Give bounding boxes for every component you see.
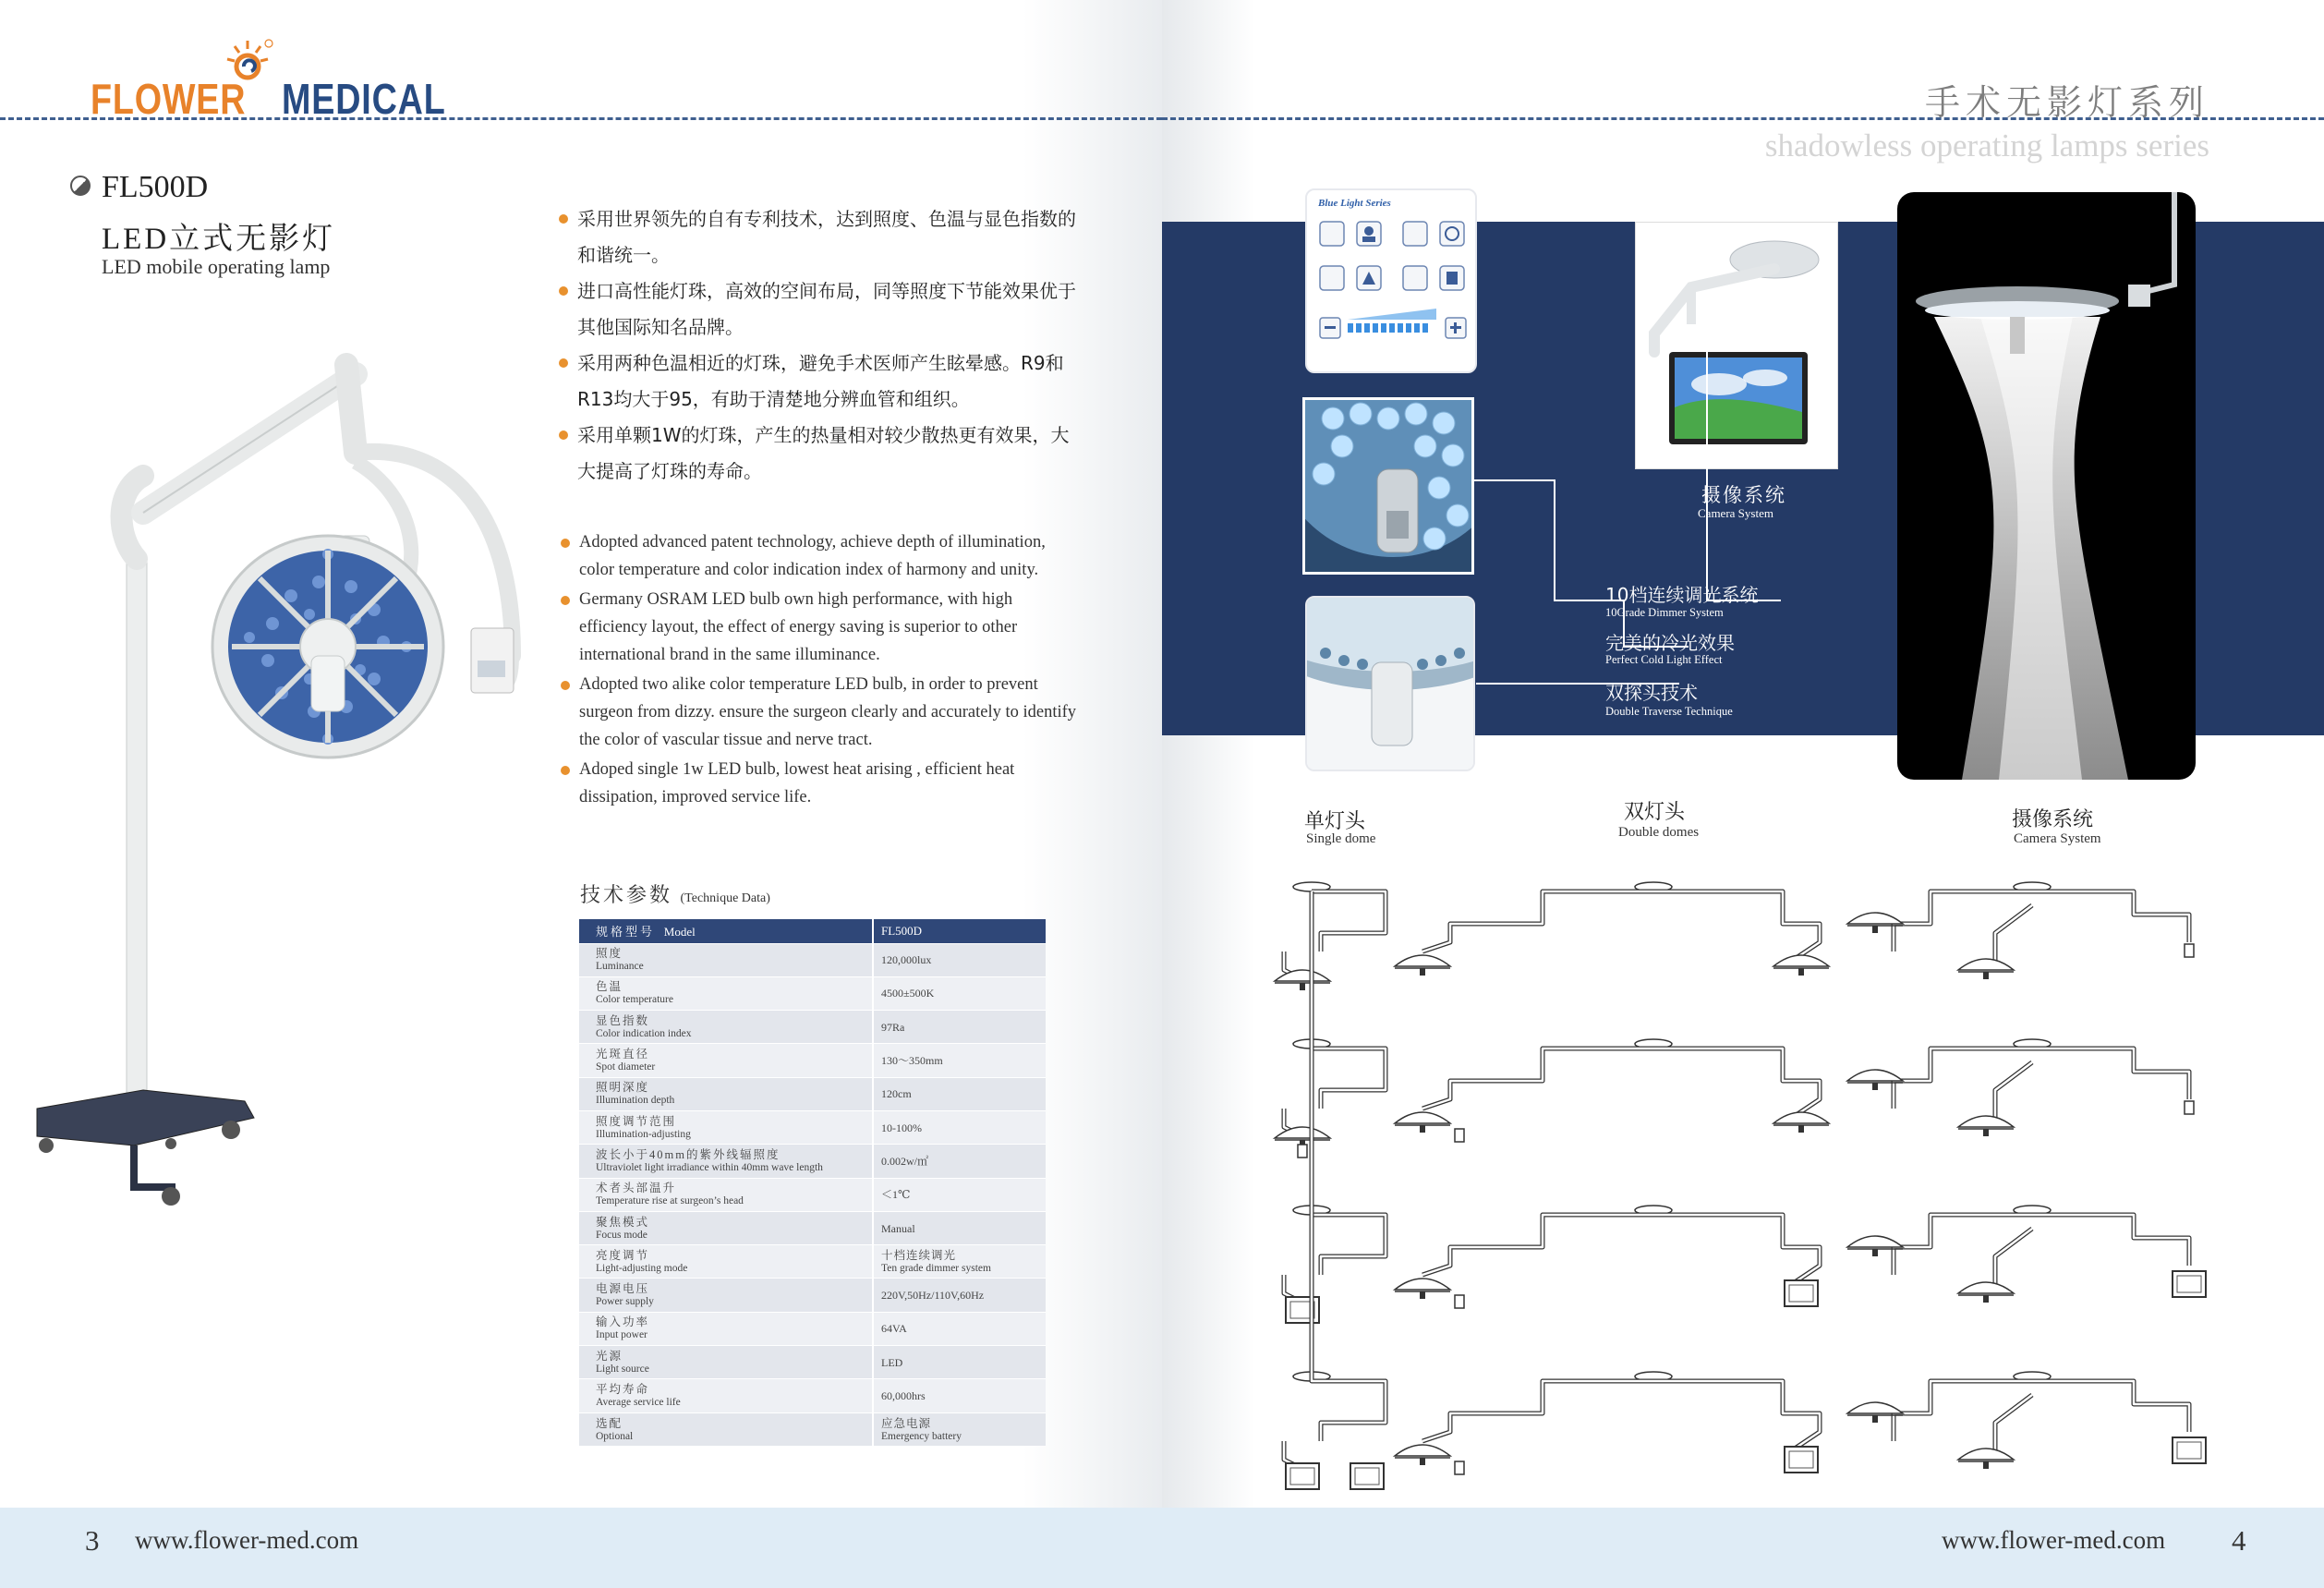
spec-param-en: Illumination depth <box>596 1095 675 1107</box>
spec-value-cell <box>873 1011 1046 1044</box>
spec-param-en: Temperature rise at surgeon’s head <box>596 1195 744 1207</box>
spec-heading <box>580 879 770 908</box>
spec-header-param-en: Model <box>663 925 696 939</box>
lamp-dome <box>1958 1116 2014 1127</box>
lamp-handle <box>1983 1129 1989 1136</box>
spec-param-cn: 照度调节范围 <box>596 1114 677 1128</box>
spec-row <box>579 1145 1046 1178</box>
features-en-list <box>561 528 1083 813</box>
arm-line <box>1312 891 1386 952</box>
spec-value-cell <box>873 1178 1046 1211</box>
spec-heading-cn: 技术参数 <box>580 883 673 906</box>
spec-row <box>579 1279 1046 1312</box>
spec-param-cell <box>579 1011 873 1044</box>
spec-value: 60,000hrs <box>881 1389 926 1402</box>
arm-line <box>1653 1049 1820 1118</box>
spec-value-cell <box>873 1110 1046 1144</box>
lamp-dome <box>1847 1070 1903 1081</box>
lamp-handle <box>1420 1458 1425 1465</box>
spec-row <box>579 943 1046 976</box>
spec-table <box>579 919 1046 1446</box>
monitor-screen <box>1789 1285 1813 1302</box>
spec-param-cn: 照度 <box>596 947 623 961</box>
lamp-handle <box>1420 968 1425 976</box>
spec-value-cell <box>873 1279 1046 1312</box>
logo-word-medical: MEDICAL <box>282 75 446 123</box>
spec-header-row <box>579 919 1046 943</box>
arm-line <box>1312 891 1386 1441</box>
arm-line <box>1995 1395 2032 1450</box>
lamp-dome <box>1958 1282 2014 1293</box>
spec-value-cell <box>873 943 1046 976</box>
camera-unit <box>1455 1129 1464 1142</box>
spec-value-cell <box>873 1145 1046 1178</box>
lamp-dome <box>1847 1236 1903 1247</box>
group-double-en: Double domes <box>1618 825 1700 840</box>
spec-param-cell <box>579 1346 873 1379</box>
spec-param-cn: 术者头部温升 <box>596 1182 677 1195</box>
spec-param-cell <box>579 1312 873 1345</box>
monitor-screen <box>1355 1468 1379 1485</box>
configuration-drawings <box>1265 859 2245 1506</box>
brand-logo <box>91 55 482 123</box>
lamp-handle <box>1983 972 1989 979</box>
panel-title: Blue Light Series <box>1318 198 1391 209</box>
feature-cn-item: 采用单颗1W的灯珠，产生的热量相对较少散热更有效果，大大提高了灯珠的寿命。 <box>559 418 1085 490</box>
callout-coldlight-cn: 完美的冷光效果 <box>1605 632 1735 654</box>
spec-row <box>579 1178 1046 1211</box>
spec-value: 64VA <box>881 1322 907 1336</box>
spec-row <box>579 1011 1046 1044</box>
mobile-operating-lamp-image <box>51 351 550 1238</box>
spec-value: 220V,50Hz/110V,60Hz <box>881 1289 985 1303</box>
camera-caption-cn: 摄像系统 <box>1701 484 1786 506</box>
lamp-dome <box>1958 959 2014 970</box>
spec-value: 10-100% <box>881 1121 922 1134</box>
website-url-left: www.flower-med.com <box>135 1526 359 1554</box>
camera-unit <box>1455 1461 1464 1474</box>
spec-value-cell <box>873 1346 1046 1379</box>
spec-param-en: Color temperature <box>596 994 673 1006</box>
monitor-screen <box>2177 1442 2201 1459</box>
group-double-cn: 双灯头 <box>1624 801 1686 824</box>
website-url-right: www.flower-med.com <box>1942 1526 2166 1554</box>
arm-line <box>1653 1381 1820 1450</box>
spec-param-en: Light-adjusting mode <box>596 1262 688 1274</box>
model-bullet-icon <box>70 176 91 196</box>
spec-param-cn: 输入功率 <box>596 1315 650 1329</box>
lamp-dome <box>1773 955 1829 966</box>
spec-row <box>579 1077 1046 1110</box>
group-single-cn: 单灯头 <box>1304 810 1366 833</box>
product-name-cn: LED立式无影灯 <box>102 223 336 256</box>
group-camera-cn: 摄像系统 <box>2012 808 2094 831</box>
arm-line <box>2032 891 2189 942</box>
spec-param-cn: 波长小于40mm的紫外线辐照度 <box>596 1147 781 1161</box>
callout-traverse-en: Double Traverse Technique <box>1605 705 1733 718</box>
camera-unit <box>1455 1295 1464 1308</box>
arm-line <box>1422 1381 1653 1441</box>
spec-param-cn: 色温 <box>596 980 623 994</box>
arm-line-inner <box>1995 905 2032 961</box>
spec-value-cn: 十档连续调光 <box>881 1248 957 1262</box>
monitor-screen <box>1789 1451 1813 1468</box>
lamp-handle <box>1872 1083 1878 1090</box>
lamp-handle <box>1420 1291 1425 1299</box>
spec-param-cn: 亮度调节 <box>596 1248 650 1262</box>
sun-logo-icon <box>220 37 275 92</box>
spec-param-en: Light source <box>596 1363 649 1375</box>
arm-line <box>2032 1049 2189 1099</box>
spec-param-cn: 光源 <box>596 1349 623 1363</box>
arm-line <box>1422 891 1653 952</box>
arm-line-inner <box>1312 891 1386 1109</box>
spec-param-cell <box>579 1178 873 1211</box>
feature-cn-item: 采用两种色温相近的灯珠，避免手术医师产生眩晕感。R9和R13均大于95，有助于清楚地分辨血管和组织。 <box>559 345 1085 418</box>
spec-row <box>579 1412 1046 1446</box>
spec-row <box>579 1110 1046 1144</box>
lamp-dome <box>1847 913 1903 924</box>
spec-value: Manual <box>881 1221 915 1235</box>
lamp-dome <box>1773 1112 1829 1123</box>
lamp-handle <box>1420 1125 1425 1133</box>
spec-param-en: Ultraviolet light irradiance within 40mm wave length <box>596 1161 823 1173</box>
spec-value-en: Emergency battery <box>881 1430 962 1442</box>
monitor-screen <box>2177 1276 2201 1292</box>
callout-leader-lines <box>1162 222 1901 735</box>
arm-line-inner <box>1995 1395 2032 1450</box>
camera-unit <box>2185 1101 2194 1114</box>
product-model: FL500D <box>102 170 209 204</box>
spec-row <box>579 1044 1046 1077</box>
spec-value: LED <box>881 1355 903 1369</box>
lamp-beam-graphic-icon <box>1897 192 2196 780</box>
spec-row <box>579 1312 1046 1345</box>
spec-value-en: Ten grade dimmer system <box>881 1262 991 1274</box>
arm-line <box>1995 1229 2032 1284</box>
feature-en-item: Germany OSRAM LED bulb own high performance, with high efficiency layout, the effect of energy saving is superior to other international brand in the same illuminance. <box>561 586 1083 669</box>
lamp-dome <box>1958 1449 2014 1460</box>
arm-line <box>1995 905 2032 961</box>
lamp-dome <box>1847 1402 1903 1413</box>
spec-row <box>579 976 1046 1010</box>
features-cn-list <box>559 201 1085 490</box>
monitor-screen <box>1290 1468 1314 1485</box>
arm-line-inner <box>1995 1229 2032 1284</box>
callout-coldlight-en: Perfect Cold Light Effect <box>1605 653 1723 666</box>
spec-param-cell <box>579 1379 873 1412</box>
callout-dimmer-cn: 10档连续调光系统 <box>1605 584 1759 606</box>
lamp-handle <box>1798 968 1804 976</box>
spec-header-param <box>579 919 873 943</box>
spec-value: 120cm <box>881 1087 912 1101</box>
spec-value-cell <box>873 976 1046 1010</box>
spec-param-cn: 光斑直径 <box>596 1048 650 1061</box>
spec-param-en: Focus mode <box>596 1229 648 1241</box>
spec-param-cell <box>579 1044 873 1077</box>
lamp-handle <box>1983 1461 1989 1469</box>
lamp-handle <box>1300 983 1305 990</box>
spec-param-en: Color indication index <box>596 1027 692 1039</box>
product-name-en: LED mobile operating lamp <box>102 255 331 278</box>
spec-param-en: Input power <box>596 1329 648 1341</box>
page-number-left: 3 <box>85 1524 100 1557</box>
spec-param-en: Spot diameter <box>596 1061 656 1073</box>
logo-word-flower: FLOWER <box>91 75 247 123</box>
camera-caption-en: Camera System <box>1698 506 1773 520</box>
lamp-dome <box>1395 1445 1450 1456</box>
lamp-beam-image <box>1897 192 2196 780</box>
spec-value-cell <box>873 1312 1046 1345</box>
spec-param-cell <box>579 1412 873 1446</box>
lamp-handle <box>1983 1295 1989 1303</box>
series-title-en: shadowless operating lamps series <box>1764 127 2209 164</box>
page-number-right: 4 <box>2232 1524 2246 1557</box>
spec-value-cell <box>873 1077 1046 1110</box>
spec-row <box>579 1211 1046 1244</box>
spec-value-cn: 应急电源 <box>881 1416 932 1430</box>
camera-unit <box>1298 1145 1307 1158</box>
arm-line <box>1653 1215 1820 1284</box>
spec-header-value: FL500D <box>873 919 1046 943</box>
spec-param-cn: 聚焦模式 <box>596 1215 650 1229</box>
group-single-en: Single dome <box>1306 831 1376 846</box>
spec-value-cell <box>873 1412 1046 1446</box>
spec-heading-en: (Technique Data) <box>680 891 770 905</box>
spec-param-cell <box>579 943 873 976</box>
spec-param-cell <box>579 1211 873 1244</box>
spec-param-cn: 电源电压 <box>596 1282 650 1296</box>
arm-line <box>1653 891 1820 961</box>
arm-line <box>1422 1049 1653 1109</box>
spec-param-cn: 照明深度 <box>596 1081 650 1095</box>
callout-traverse-cn: 双探头技术 <box>1605 682 1698 704</box>
arm-line <box>1422 1215 1653 1275</box>
spec-param-cell <box>579 976 873 1010</box>
spec-header-param-cn: 规格型号 <box>596 925 656 939</box>
spec-value-cell <box>873 1211 1046 1244</box>
arm-line <box>1312 891 1386 1109</box>
series-title-cn: 手术无影灯系列 <box>1924 84 2209 123</box>
lamp-handle <box>1872 1249 1878 1256</box>
spec-param-en: Power supply <box>596 1296 654 1308</box>
arm-line <box>2032 1215 2189 1266</box>
spec-param-cell <box>579 1077 873 1110</box>
spec-param-cn: 平均寿命 <box>596 1383 650 1396</box>
lamp-handle <box>1872 926 1878 933</box>
lamp-handle <box>1798 1125 1804 1133</box>
spec-value: ＜1℃ <box>881 1188 911 1202</box>
camera-unit <box>2185 944 2194 957</box>
spec-row <box>579 1346 1046 1379</box>
spec-param-cn: 显色指数 <box>596 1013 650 1027</box>
spec-row <box>579 1245 1046 1279</box>
spec-value: 130～350mm <box>881 1054 943 1068</box>
feature-en-item: Adoped single 1w LED bulb, lowest heat arising , efficient heat dissipation, improved service life. <box>561 756 1083 811</box>
spec-param-en: Optional <box>596 1430 634 1442</box>
group-camera-en: Camera System <box>2014 831 2101 846</box>
spec-param-en: Luminance <box>596 961 644 973</box>
spec-param-cell <box>579 1110 873 1144</box>
spec-value: 4500±500K <box>881 987 935 1000</box>
feature-cn-item: 采用世界领先的自有专利技术，达到照度、色温与显色指数的和谐统一。 <box>559 201 1085 273</box>
arm-line <box>1995 1062 2032 1118</box>
arm-line-inner <box>1312 891 1386 1441</box>
lamp-dome <box>1395 1279 1450 1290</box>
spec-param-cell <box>579 1145 873 1178</box>
feature-en-item: Adopted advanced patent technology, achieve depth of illumination, color temperature and color indication index of harmony and unity. <box>561 528 1083 584</box>
spec-param-en: Illumination-adjusting <box>596 1128 691 1140</box>
feature-cn-item: 进口高性能灯珠，高效的空间布局，同等照度下节能效果优于其他国际知名品牌。 <box>559 273 1085 345</box>
callout-dimmer-en: 10Grade Dimmer System <box>1605 606 1724 619</box>
lamp-handle <box>1872 1415 1878 1423</box>
spec-param-cell <box>579 1279 873 1312</box>
lamp-dome <box>1395 1112 1450 1123</box>
spec-param-cn: 选配 <box>596 1416 623 1430</box>
spec-value: 0.002w/㎡ <box>881 1154 929 1168</box>
lamp-dome <box>1395 955 1450 966</box>
arm-line <box>2032 1381 2189 1432</box>
spec-value-cell <box>873 1379 1046 1412</box>
spec-value: 120,000lux <box>881 953 932 967</box>
arm-line-inner <box>1995 1062 2032 1118</box>
spec-param-en: Average service life <box>596 1397 681 1408</box>
spec-row <box>579 1379 1046 1412</box>
spec-param-cell <box>579 1245 873 1279</box>
spec-value-cell <box>873 1245 1046 1279</box>
spec-value: 97Ra <box>881 1020 905 1034</box>
feature-en-item: Adopted two alike color temperature LED bulb, in order to prevent surgeon from dizzy. ensure the surgeon clearly and accurately to identify the color of vascular tissue and nerve tract. <box>561 671 1083 754</box>
spec-value-cell <box>873 1044 1046 1077</box>
